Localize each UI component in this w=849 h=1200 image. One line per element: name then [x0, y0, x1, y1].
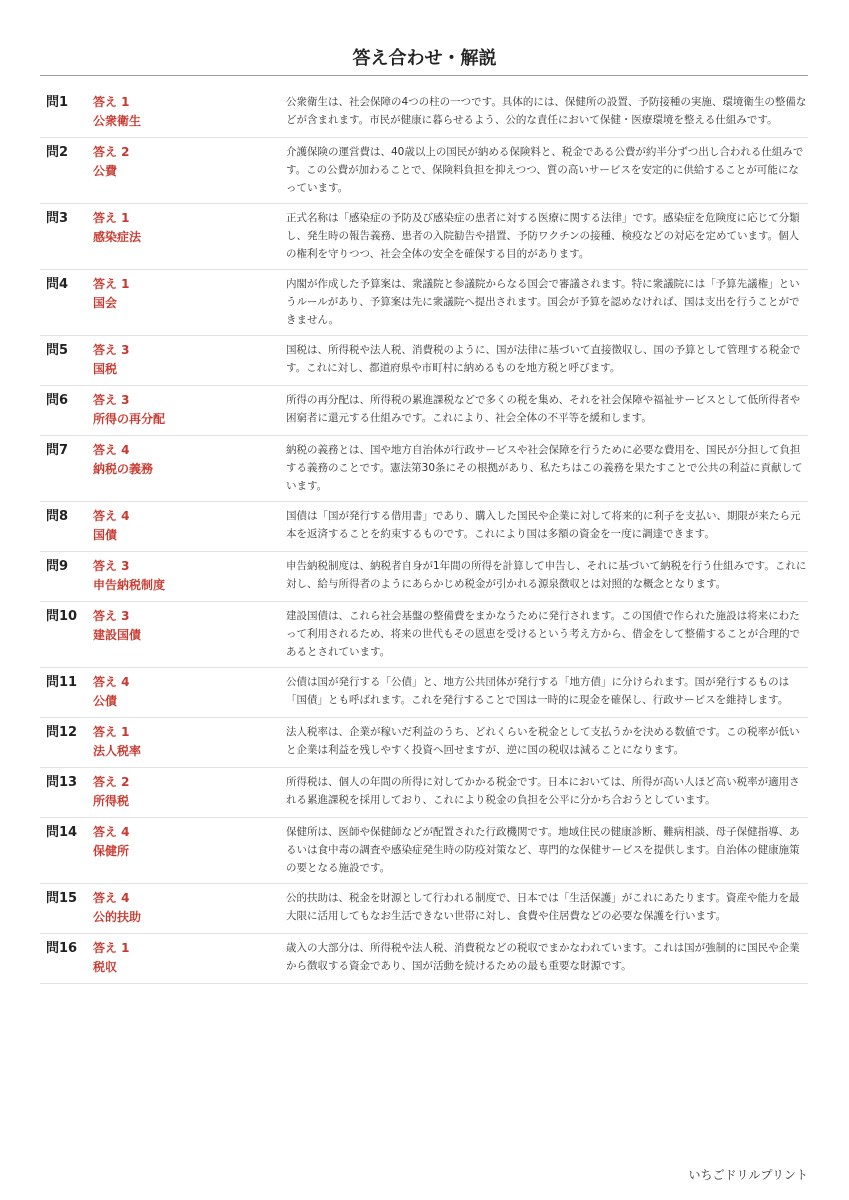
answer-choice: 答え 3 — [93, 609, 130, 623]
answer-term: 感染症法 — [93, 230, 142, 244]
answer-choice: 答え 3 — [93, 343, 130, 357]
answer-choice: 答え 1 — [93, 95, 130, 109]
answer-term: 国債 — [93, 528, 118, 542]
page-title: 答え合わせ・解説 — [352, 48, 497, 69]
table-row — [40, 718, 808, 768]
answer-choice: 答え 3 — [93, 559, 130, 573]
explanation: 法人税率は、企業が稼いだ利益のうち、どれくらいを税金として支払うかを決める数値です。この税率が低いと企業は利益を残しやすく投資へ回せますが、逆に国の税収は減ることになります。 — [286, 726, 800, 756]
answer-cell — [93, 723, 286, 761]
answer-cell — [93, 823, 286, 877]
question-number: 問2 — [46, 145, 69, 160]
question-number: 問5 — [46, 343, 69, 358]
question-number: 問11 — [46, 675, 78, 690]
table-row — [40, 436, 808, 502]
table-row — [40, 88, 808, 138]
answer-term: 公債 — [93, 694, 118, 708]
explanation: 公的扶助は、税金を財源として行われる制度で、日本では「生活保護」がこれにあたります。資産や能力を最大限に活用してもなお生活できない世帯に対し、食費や住居費などの必要な保護を行います。 — [286, 892, 800, 922]
answer-choice: 答え 4 — [93, 443, 130, 457]
table-row — [40, 818, 808, 884]
table-row — [40, 204, 808, 270]
answer-cell — [93, 209, 286, 263]
table-row — [40, 552, 808, 602]
answer-term: 保健所 — [93, 844, 130, 858]
answer-choice: 答え 2 — [93, 775, 130, 789]
table-row — [40, 768, 808, 818]
answer-cell — [93, 441, 286, 495]
explanation: 介護保険の運営費は、40歳以上の国民が納める保険料と、税金である公費が約半分ずつ出し合われる仕組みです。この公費が加わることで、保険料負担を抑えつつ、質の高いサービスを安定的に供給することが可能になっています。 — [286, 146, 804, 194]
title-divider — [40, 75, 808, 76]
explanation: 国債は「国が発行する借用書」であり、購入した国民や企業に対して将来的に利子を支払い、期限が来たら元本を返済することを約束するものです。これにより国は多額の資金を一度に調達できます。 — [286, 510, 801, 540]
answer-choice: 答え 4 — [93, 675, 130, 689]
answer-cell — [93, 607, 286, 661]
explanation: 公衆衛生は、社会保障の4つの柱の一つです。具体的には、保健所の設置、予防接種の実施、環境衛生の整備などが含まれます。市民が健康に暮らせるよう、公的な責任において保健・医療環境を整える仕組みです。 — [286, 96, 807, 126]
question-number: 問12 — [46, 725, 78, 740]
question-number: 問8 — [46, 509, 69, 524]
explanation: 国税は、所得税や法人税、消費税のように、国が法律に基づいて直接徴収し、国の予算として管理する税金です。これに対し、都道府県や市町村に納めるものを地方税と呼びます。 — [286, 344, 801, 374]
question-number: 問4 — [46, 277, 69, 292]
question-number: 問13 — [46, 775, 78, 790]
answer-term: 公的扶助 — [93, 910, 142, 924]
question-number: 問7 — [46, 443, 69, 458]
answer-cell — [93, 341, 286, 379]
answer-term: 申告納税制度 — [93, 578, 166, 592]
explanation: 建設国債は、これら社会基盤の整備費をまかなうために発行されます。この国債で作られた施設は将来にわたって利用されるため、将来の世代もその恩恵を受けるという考え方から、借金をして整備することが合理的であるとされています。 — [286, 610, 801, 658]
answer-cell — [93, 143, 286, 197]
explanation: 納税の義務とは、国や地方自治体が行政サービスや社会保障を行うために必要な費用を、国民が分担して負担する義務のことです。憲法第30条にその根拠があり、私たちはこの義務を果たすことで公共の利益に貢献しています。 — [286, 444, 803, 492]
table-row — [40, 270, 808, 336]
question-number: 問3 — [46, 211, 69, 226]
question-number: 問15 — [46, 891, 78, 906]
answer-cell — [93, 557, 286, 595]
answer-choice: 答え 4 — [93, 825, 130, 839]
answer-cell — [93, 275, 286, 329]
table-row — [40, 386, 808, 436]
answer-cell — [93, 773, 286, 811]
table-row — [40, 502, 808, 552]
answer-term: 納税の義務 — [93, 462, 154, 476]
explanation: 歳入の大部分は、所得税や法人税、消費税などの税収でまかなわれています。これは国が強制的に国民や企業から徴収する資金であり、国が活動を続けるための最も重要な財源です。 — [286, 942, 800, 972]
answer-cell — [93, 93, 286, 131]
table-row — [40, 884, 808, 934]
footer-brand: いちごドリルプリント — [688, 1168, 808, 1182]
question-number: 問14 — [46, 825, 78, 840]
answer-term: 公衆衛生 — [93, 114, 142, 128]
answer-term: 税収 — [93, 960, 118, 974]
answer-term: 建設国債 — [93, 628, 142, 642]
answer-list — [40, 88, 808, 984]
question-number: 問16 — [46, 941, 78, 956]
explanation: 内閣が作成した予算案は、衆議院と参議院からなる国会で審議されます。特に衆議院には「予算先議権」というルールがあり、予算案は先に衆議院へ提出されます。国会が予算を認めなければ、国は支出を行うことができません。 — [286, 278, 800, 326]
answer-cell — [93, 507, 286, 545]
explanation: 公債は国が発行する「公債」と、地方公共団体が発行する「地方債」に分けられます。国が発行するものは「国債」とも呼ばれます。これを発行することで国は一時的に現金を確保し、行政サービスを維持します。 — [286, 676, 790, 706]
answer-term: 所得の再分配 — [93, 412, 166, 426]
answer-cell — [93, 939, 286, 977]
table-row — [40, 668, 808, 718]
answer-choice: 答え 1 — [93, 277, 130, 291]
question-number: 問9 — [46, 559, 69, 574]
table-row — [40, 934, 808, 984]
answer-choice: 答え 2 — [93, 145, 130, 159]
table-row — [40, 138, 808, 204]
answer-choice: 答え 1 — [93, 211, 130, 225]
answer-cell — [93, 673, 286, 711]
question-number: 問1 — [46, 95, 69, 110]
explanation: 所得税は、個人の年間の所得に対してかかる税金です。日本においては、所得が高い人ほど高い税率が適用される累進課税を採用しており、これにより税金の負担を公平に分かち合おうとしています。 — [286, 776, 800, 806]
answer-cell — [93, 391, 286, 429]
answer-choice: 答え 1 — [93, 725, 130, 739]
answer-term: 国税 — [93, 362, 118, 376]
explanation: 正式名称は「感染症の予防及び感染症の患者に対する医療に関する法律」です。感染症を危険度に応じて分類し、発生時の報告義務、患者の入院勧告や措置、予防ワクチンの接種、検疫などの対応を定めています。個人の権利を守りつつ、社会全体の安全を確保する目的があります。 — [286, 212, 800, 260]
answer-term: 所得税 — [93, 794, 130, 808]
answer-term: 公費 — [93, 164, 118, 178]
answer-choice: 答え 4 — [93, 509, 130, 523]
answer-choice: 答え 3 — [93, 393, 130, 407]
answer-choice: 答え 1 — [93, 941, 130, 955]
question-number: 問10 — [46, 609, 78, 624]
answer-term: 国会 — [93, 296, 118, 310]
table-row — [40, 602, 808, 668]
explanation: 申告納税制度は、納税者自身が1年間の所得を計算して申告し、それに基づいて納税を行う仕組みです。これに対し、給与所得者のようにあらかじめ税金が引かれる源泉徴収とは対照的な概念となります。 — [286, 560, 807, 590]
explanation: 所得の再分配は、所得税の累進課税などで多くの税を集め、それを社会保障や福祉サービスとして低所得者や困窮者に還元する仕組みです。これにより、社会全体の不平等を緩和します。 — [286, 394, 801, 424]
answer-choice: 答え 4 — [93, 891, 130, 905]
explanation: 保健所は、医師や保健師などが配置された行政機関です。地域住民の健康診断、難病相談、母子保健指導、あるいは食中毒の調査や感染症発生時の防疫対策など、専門的な保健サービスを提供します。自治体の健康施策の要となる施設です。 — [286, 826, 800, 874]
table-row — [40, 336, 808, 386]
question-number: 問6 — [46, 393, 69, 408]
answer-term: 法人税率 — [93, 744, 142, 758]
answer-cell — [93, 889, 286, 927]
